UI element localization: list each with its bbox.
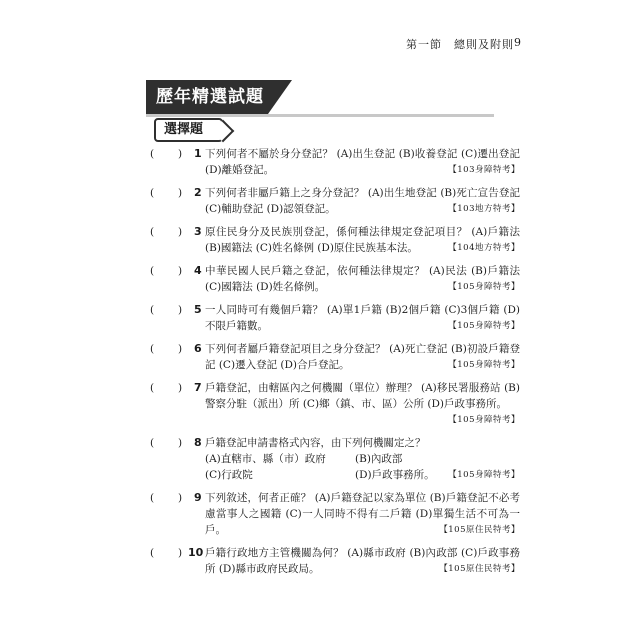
question-4: ( ) 4 中華民國人民戶籍之登記，依何種法律規定？ (A)民法 (B)戶籍法 (C)國籍法 (D)姓名條例。 【105身障特考】 — [150, 264, 520, 293]
running-header — [0, 36, 640, 52]
question-2: ( ) 2 下列何者非屬戶籍上之身分登記？ (A)出生地登記 (B)死亡宣告登記 (C)輔助登記 (D)認領登記。 【103地方特考】 — [150, 186, 520, 215]
option-c: (C)行政院 — [205, 469, 253, 481]
question-number: 3 — [194, 225, 202, 238]
question-text: 下列何者不屬於身分登記？ (A)出生登記 (B)收養登記 (C)遷出登記 (D)離婚登記。 — [205, 148, 520, 176]
exam-source: 【103地方特考】 — [448, 204, 520, 214]
question-number: 5 — [194, 303, 202, 316]
exam-source: 【105原住民特考】 — [439, 525, 520, 535]
exam-source: 【105身障特考】 — [448, 470, 520, 480]
question-number: 6 — [194, 342, 202, 355]
option-d: (D)戶政事務所。 — [355, 469, 435, 481]
question-1: ( ) 1 下列何者不屬於身分登記？ (A)出生登記 (B)收養登記 (C)遷出登記 (D)離婚登記。 【103身障特考】 — [150, 147, 520, 176]
question-number: 2 — [194, 186, 202, 199]
exam-source: 【105原住民特考】 — [439, 564, 520, 574]
option-grid — [205, 451, 520, 483]
question-number: 9 — [194, 491, 202, 504]
option-d-row — [355, 467, 520, 483]
question-text: 一人同時可有幾個戶籍？ (A)單1戶籍 (B)2個戶籍 (C)3個戶籍 (D)不限戶籍數。 — [205, 304, 520, 332]
question-5: ( ) 5 一人同時可有幾個戶籍？ (A)單1戶籍 (B)2個戶籍 (C)3個戶籍 (D)不限戶籍數。 【105身障特考】 — [150, 303, 520, 332]
subheading-label: 選擇題 — [164, 122, 204, 137]
question-number: 8 — [194, 436, 202, 449]
exam-source: 【105身障特考】 — [448, 360, 520, 370]
question-6: ( ) 6 下列何者屬戶籍登記項目之身分登記？ (A)死亡登記 (B)初設戶籍登記 (C)遷入登記 (D)合戶登記。 【105身障特考】 — [150, 342, 520, 371]
question-10: ( ) 10 戶籍行政地方主管機關為何？ (A)縣市政府 (B)內政部 (C)戶政事務所 (D)縣市政府民政局。 【105原住民特考】 — [150, 546, 520, 575]
section-title: 第一節 總則及附則 — [406, 38, 514, 51]
question-text: 戶籍登記，由轄區內之何機關（單位）辦理？ (A)移民署服務站 (B)警察分駐（派出）所 (C)鄉（鎮、市、區）公所 (D)戶政事務所。 — [205, 382, 520, 410]
arrow-tag-icon — [212, 120, 235, 143]
page-number: 9 — [514, 36, 522, 49]
banner-title: 歷年精選試題 — [146, 80, 268, 114]
exam-source: 【103身障特考】 — [448, 165, 520, 175]
question-text: 原住民身分及民族別登記，係何種法律規定登記項目？ (A)戶籍法 (B)國籍法 (C)姓名條例 (D)原住民族基本法。 — [205, 226, 520, 254]
question-text: 下列敘述，何者正確？ (A)戶籍登記以家為單位 (B)戶籍登記不必考慮當事人之國籍 (C)一人同時不得有二戶籍 (D)單獨生活不可為一戶。 — [205, 492, 520, 536]
question-number: 7 — [194, 381, 202, 394]
option-b: (B)內政部 — [355, 453, 403, 465]
question-text: 下列何者非屬戶籍上之身分登記？ (A)出生地登記 (B)死亡宣告登記 (C)輔助登記 (D)認領登記。 — [205, 187, 520, 215]
banner-background — [264, 80, 494, 114]
exam-source: 【105身障特考】 — [448, 415, 520, 425]
question-text: 戶籍登記申請書格式內容，由下列何機關定之？ — [205, 437, 426, 449]
subheading-tag — [154, 118, 223, 142]
banner-underline — [146, 114, 494, 117]
exam-source: 【105身障特考】 — [448, 282, 520, 292]
question-number: 4 — [194, 264, 202, 277]
exam-source: 【105身障特考】 — [448, 321, 520, 331]
question-text: 中華民國人民戶籍之登記，依何種法律規定？ (A)民法 (B)戶籍法 (C)國籍法 (D)姓名條例。 — [205, 265, 520, 293]
question-text: 下列何者屬戶籍登記項目之身分登記？ (A)死亡登記 (B)初設戶籍登記 (C)遷入登記 (D)合戶登記。 — [205, 343, 520, 371]
question-number: 10 — [188, 546, 204, 559]
subheading-box — [154, 118, 223, 142]
exam-source: 【104地方特考】 — [448, 243, 520, 253]
question-7: ( ) 7 戶籍登記，由轄區內之何機關（單位）辦理？ (A)移民署服務站 (B)警察分駐（派出）所 (C)鄉（鎮、市、區）公所 (D)戶政事務所。 【105身障特考】 — [150, 380, 520, 428]
question-3: ( ) 3 原住民身分及民族別登記，係何種法律規定登記項目？ (A)戶籍法 (B)國籍法 (C)姓名條例 (D)原住民族基本法。 【104地方特考】 — [150, 225, 520, 254]
banner-slant — [268, 80, 292, 114]
question-8: ( ) 8 戶籍登記申請書格式內容，由下列何機關定之？ (A)直轄市、縣（市）政府 (B)內政部 (C)行政院 (D)戶政事務所。 【105身障特考】 — [150, 436, 520, 481]
question-text: 戶籍行政地方主管機關為何？ (A)縣市政府 (B)內政部 (C)戶政事務所 (D)縣市政府民政局。 — [205, 547, 520, 575]
question-9: ( ) 9 下列敘述，何者正確？ (A)戶籍登記以家為單位 (B)戶籍登記不必考慮當事人之國籍 (C)一人同時不得有二戶籍 (D)單獨生活不可為一戶。 【105原住民特考】 — [150, 491, 520, 536]
question-number: 1 — [194, 147, 202, 160]
section-banner — [146, 80, 494, 114]
option-a: (A)直轄市、縣（市）政府 — [205, 453, 326, 465]
